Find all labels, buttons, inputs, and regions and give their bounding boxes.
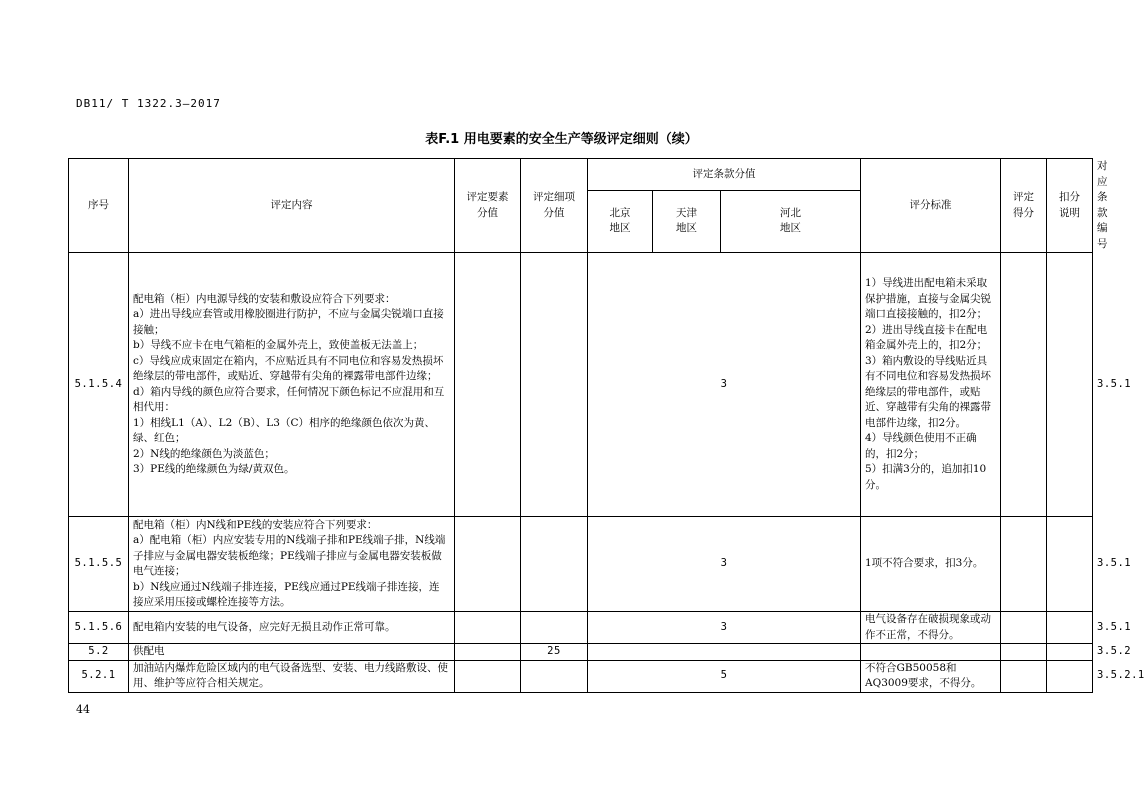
header-element-score-line1: 评定要素 — [466, 191, 509, 203]
row-criteria — [861, 517, 1001, 612]
row-seq: 5.2.1 — [69, 660, 129, 692]
row-deduction — [1047, 660, 1093, 692]
row-seq: 5.1.5.5 — [69, 517, 129, 612]
header-criteria: 评分标准 — [861, 159, 1001, 253]
row-element-score — [455, 253, 521, 517]
header-beijing-line1: 北京 — [609, 206, 631, 219]
row-item-score — [521, 517, 588, 612]
content-line: 配电箱（柜）内电源导线的安装和敷设应符合下列要求： — [133, 292, 396, 305]
header-hebei-line1: 河北 — [780, 206, 801, 219]
row-content — [129, 612, 455, 644]
header-score-line2: 得分 — [1013, 206, 1034, 219]
row-clause-score: 3 — [588, 517, 861, 612]
row-score — [1001, 644, 1047, 661]
criteria-line: 1）导线进出配电箱未采取保护措施，直接与金属尖锐端口直接接触的，扣2分； — [865, 277, 991, 320]
row-criteria — [861, 612, 1001, 644]
row-deduction — [1047, 517, 1093, 612]
header-item-score-line2: 分值 — [543, 206, 565, 219]
row-criteria — [861, 253, 1001, 517]
header-tianjin — [653, 190, 721, 252]
header-element-score — [455, 159, 521, 253]
header-score — [1001, 159, 1047, 253]
table-title: 表F.1 用电要素的安全生产等级评定细则（续） — [425, 132, 698, 147]
row-item-score — [521, 612, 588, 644]
content-line: 加油站内爆炸危险区域内的电气设备选型、安装、电力线路敷设、使用、维护等应符合相关规定。 — [133, 661, 448, 689]
row-clause-score — [588, 644, 861, 661]
row-criteria — [861, 660, 1001, 692]
header-clause-score: 评定条款分值 — [588, 159, 861, 191]
header-deduction-line2: 说明 — [1059, 206, 1080, 219]
row-deduction — [1047, 253, 1093, 517]
row-content — [129, 253, 455, 517]
row-content — [129, 517, 455, 612]
content-line: 配电箱内安装的电气设备，应完好无损且动作正常可靠。 — [133, 620, 396, 633]
header-beijing — [588, 190, 653, 252]
row-content — [129, 660, 455, 692]
row-deduction — [1047, 644, 1093, 661]
header-content: 评定内容 — [129, 159, 455, 253]
header-tianjin-line2: 地区 — [676, 222, 697, 235]
criteria-line: 不符合GB50058和AQ3009要求，不得分。 — [865, 661, 982, 689]
header-score-line1: 评定 — [1013, 191, 1034, 203]
header-item-score — [521, 159, 588, 253]
row-item-score: 25 — [521, 644, 588, 661]
header-hebei — [721, 190, 861, 252]
header-deduction — [1047, 159, 1093, 253]
criteria-line: 3）箱内敷设的导线贴近具有不同电位和容易发热损坏绝缘层的带电部件，或贴近、穿越带有尖角的裸露带电部件边缘，扣2分。 — [865, 354, 991, 429]
content-line: b）导线不应卡在电气箱柜的金属外壳上，致使盖板无法盖上； — [133, 339, 424, 351]
content-line: 配电箱（柜）内N线和PE线的安装应符合下列要求： — [133, 518, 378, 531]
row-item-score — [521, 660, 588, 692]
row-score — [1001, 253, 1047, 517]
row-element-score — [455, 612, 521, 644]
content-line: 2）N线的绝缘颜色为淡蓝色； — [133, 447, 275, 460]
header-beijing-line2: 地区 — [609, 222, 631, 235]
table-row: 5.2 供配电 25 3.5.2 — [69, 644, 1093, 661]
header-element-score-line2: 分值 — [477, 206, 498, 219]
content-line: 1）相线L1（A）、L2（B）、L3（C）相序的绝缘颜色依次为黄、绿、红色； — [133, 416, 435, 444]
header-seq: 序号 — [69, 159, 129, 253]
row-seq: 5.2 — [69, 644, 129, 661]
content-line: a）进出导线应套管或用橡胶圈进行防护，不应与金属尖锐端口直接接触； — [133, 308, 444, 336]
page-number: 44 — [76, 703, 90, 716]
document-code: DB11/ T 1322.3—2017 — [76, 97, 221, 110]
row-deduction — [1047, 612, 1093, 644]
content-line: d）箱内导线的颜色应符合要求，任何情况下颜色标记不应混用和互相代用： — [133, 385, 445, 413]
row-score — [1001, 517, 1047, 612]
criteria-line: 1项不符合要求，扣3分。 — [865, 557, 984, 570]
row-clause-score: 3 — [588, 612, 861, 644]
table-row: 5.1.5.6 配电箱内安装的电气设备，应完好无损且动作正常可靠。 3 电气设备存在破损现象或动作不正常，不得分。 3.5.1 — [69, 612, 1093, 644]
criteria-line: 5）扣满3分的，追加扣10分。 — [865, 463, 987, 491]
table-row: 5.1.5.5 配电箱（柜）内N线和PE线的安装应符合下列要求： a）配电箱（柜）内应安装专用的N线端子排和PE线端子排，N线端子排应与金属电器安装板绝缘；PE线端子排应与金属电器安装板做电气连接； b）N线应通过N线端子排连接，PE线应通过PE线端子排连接，连接应采用压接或螺栓连接等方法。 3 1项不符合要求，扣3分。 3.5.1 — [69, 517, 1093, 612]
row-score — [1001, 660, 1047, 692]
row-item-score — [521, 253, 588, 517]
row-element-score — [455, 660, 521, 692]
header-tianjin-line1: 天津 — [676, 206, 697, 219]
criteria-line: 4）导线颜色使用不正确的，扣2分； — [865, 432, 977, 460]
row-seq: 5.1.5.6 — [69, 612, 129, 644]
content-line: 3）PE线的绝缘颜色为绿/黄双色。 — [133, 463, 295, 475]
row-criteria — [861, 644, 1001, 661]
content-line: b）N线应通过N线端子排连接，PE线应通过PE线端子排连接，连接应采用压接或螺栓连接等方法。 — [133, 580, 440, 608]
row-clause-score: 5 — [588, 660, 861, 692]
table-row: 5.1.5.4 配电箱（柜）内电源导线的安装和敷设应符合下列要求： a）进出导线应套管或用橡胶圈进行防护，不应与金属尖锐端口直接接触； b）导线不应卡在电气箱柜的金属外壳上，致使盖板无法盖上； c）导线应成束固定在箱内，不应贴近具有不同电位和容易发热损坏绝缘层的带电部件，或贴近、穿越带有尖角的裸露带电部件边缘； d）箱内导线的颜色应符合要求，任何情况下颜色标记不应混用和互相代用： 1）相线L1（A）、L2（B）、L3（C）相序的绝缘颜色依次为黄、绿、红色； 2）N线的绝缘颜色为淡蓝色； 3）PE线的绝缘颜色为绿/黄双色。 3 1）导线进出配电箱未采取保护措施，直接与金属尖锐端口直接接触的，扣2分； 2）进出导线直接卡在配电箱金属外壳上的，扣2分； 3）箱内敷设的导线贴近具有不同电位和容易发热损坏绝缘层的带电部件，或贴近、穿越带有尖角的裸露带电部件边缘，扣2分。 4）导线颜色使用不正确的，扣2分； 5）扣满3分的，追加扣10分。 3.5.1 — [69, 253, 1093, 517]
row-seq: 5.1.5.4 — [69, 253, 129, 517]
header-item-score-line1: 评定细项 — [533, 191, 575, 203]
table-row: 5.2.1 加油站内爆炸危险区域内的电气设备选型、安装、电力线路敷设、使用、维护等应符合相关规定。 5 不符合GB50058和AQ3009要求，不得分。 3.5.2.1 — [69, 660, 1093, 692]
header-hebei-line2: 地区 — [780, 222, 801, 235]
criteria-line: 2）进出导线直接卡在配电箱金属外壳上的，扣2分； — [865, 323, 988, 351]
criteria-line: 电气设备存在破损现象或动作不正常，不得分。 — [865, 613, 991, 641]
row-element-score — [455, 644, 521, 661]
row-clause-score: 3 — [588, 253, 861, 517]
content-line: c）导线应成束固定在箱内，不应贴近具有不同电位和容易发热损坏绝缘层的带电部件，或贴近、穿越带有尖角的裸露带电部件边缘； — [133, 354, 444, 382]
row-element-score — [455, 517, 521, 612]
row-content — [129, 644, 455, 661]
rating-table: 序号 评定内容 评定要素 分值 评定细项 分值 评定条款分值 评分标准 评定 得分 扣分 说明 对应条 款编号 北京 地区 天津 地区 河北 地区 5.1.5.4 配电箱（柜）内电源导线的安装和敷设应符合下列要求： a）进出导线应套管或用橡胶圈进行防护，不应与金属尖锐端口直接接触； b）导线不应卡在电气箱柜的金属外壳上，致使盖板无法盖上； c）导线应成束固定在箱内，不应贴近具有不同电位和容易发热损坏绝缘层的带电部件，或贴近、穿越带有尖角的裸露带电部件边缘； d）箱内导线的颜色应符合要求，任何情况下颜色标记不应混用和互相代用： 1）相线L1（A）、L2（B）、L3（C）相序的绝缘颜色依次为黄、绿、红色； 2）N线的绝缘颜色为淡蓝色； 3）PE线的绝缘颜色为绿/黄双色。 3 1）导线进出配电箱未采取保护措施，直接与金属尖锐端口直接接触的，扣2分； 2）进出导线直接卡在配电箱金属外壳上的，扣2分； 3）箱内敷设的导线贴近具有不同电位和容易发热损坏绝缘层的带电部件，或贴近、穿越带有尖角的裸露带电部件边缘，扣2分。 4）导线颜色使用不正确的，扣2分； 5）扣满3分的，追加扣10分。 3.5.1 5.1.5.5 配电箱（柜）内N线和PE线的安装应符合下列要求： a）配电箱（柜）内应安装专用的N线端子排和PE线端子排，N线端子排应与金属电器安装板绝缘；PE线端子排应与金属电器安装板做电气连接； b）N线应通过N线端子排连接，PE线应通过PE线端子排连接，连接应采用压接或螺栓连接等方法。 3 1项不符合要求，扣3分。 3.5.1 5.1.5.6 配电箱内安装的电气设备，应完好无损且动作正常可靠。 3 电气设备存在破损现象或动作不正常，不得分。 3.5.1 5.2 供配电 25 3.5.2 5.2.1 加油站内爆炸危险区域内的电气设备选型、安装、电力线路敷设、使用、维护等应符合相关规定。 5 不符合GB50058和AQ3009要求，不得分。 3.5.2.1 — [68, 158, 1093, 693]
row-score — [1001, 612, 1047, 644]
content-line: a）配电箱（柜）内应安装专用的N线端子排和PE线端子排，N线端子排应与金属电器安装板绝缘；PE线端子排应与金属电器安装板做电气连接； — [133, 534, 446, 577]
header-deduction-line1: 扣分 — [1059, 191, 1080, 203]
content-line: 供配电 — [133, 645, 165, 657]
